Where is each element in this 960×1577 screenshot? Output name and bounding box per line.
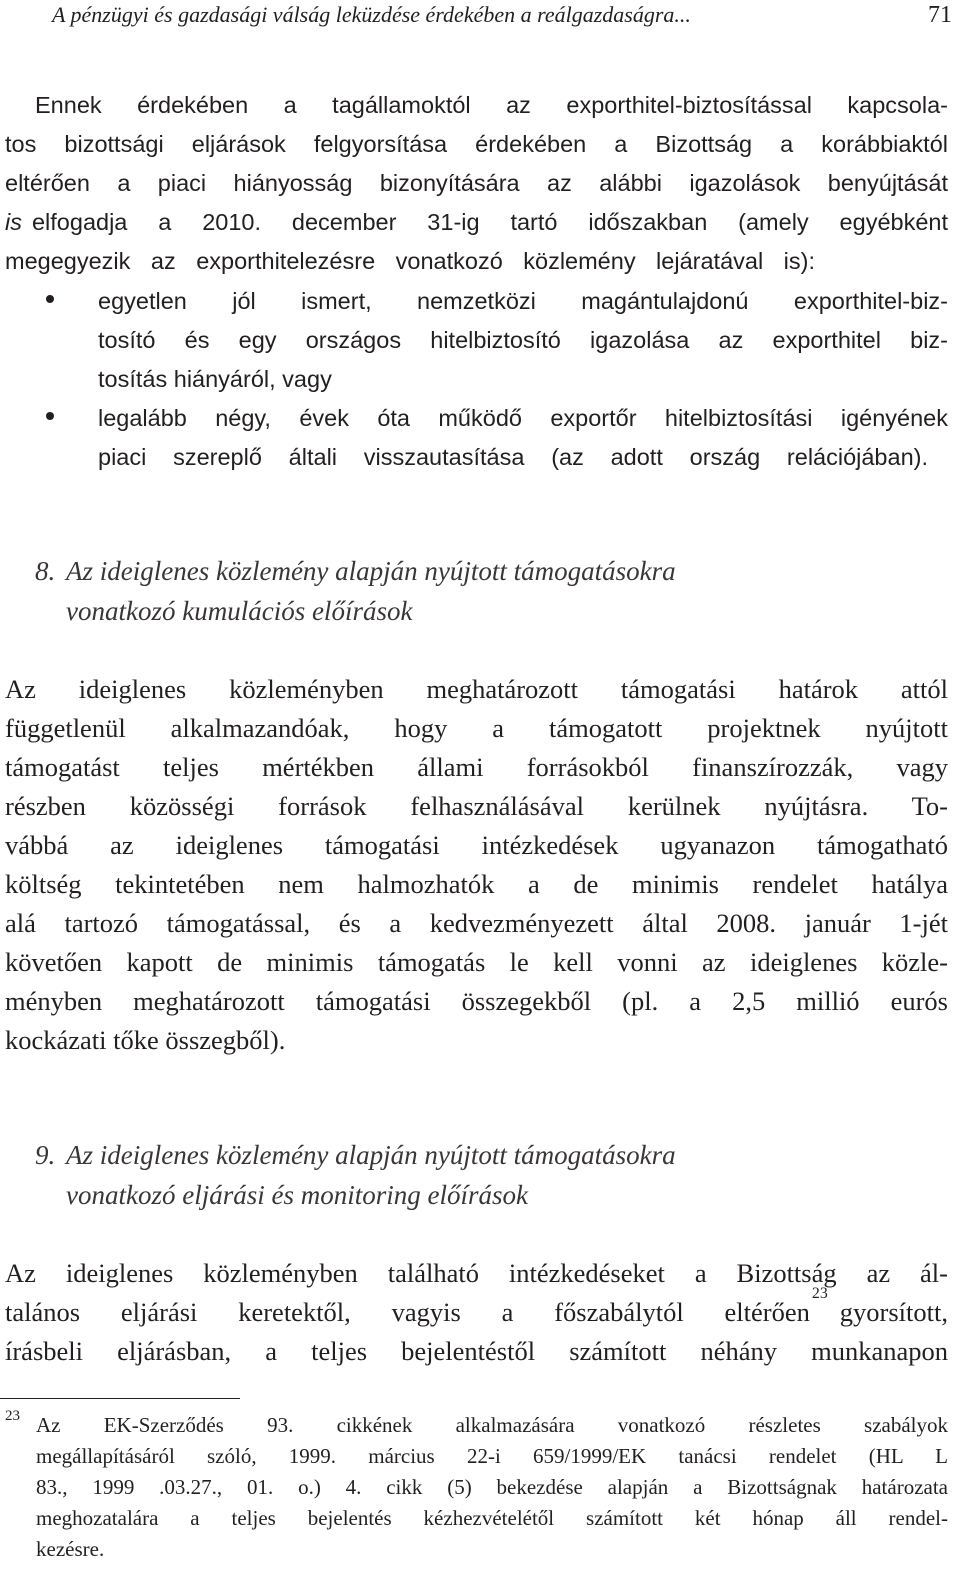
section-title: Az ideiglenes közlemény alapján nyújtott támogatásokra xyxy=(66,556,676,586)
text-line-rest: elfogadja a 2010. december 31-ig tartó időszakban (amely egyébként xyxy=(31,209,948,235)
text-line: alá tartozó támogatással, és a kedvezményezett által 2008. január 1-jét xyxy=(5,908,948,938)
footnote-line: Az EK-Szerződés 93. cikkének alkalmazására vonatkozó részletes szabályok xyxy=(36,1413,948,1437)
footnote-reference: 23 xyxy=(811,1285,828,1302)
text-line: költség tekintetében nem halmozhatók a de minimis rendelet hatálya xyxy=(5,869,948,899)
list-item-line: tosító és egy országos hitelbiztosító igazolása az exporthitel biz- xyxy=(98,327,948,353)
footnote-line: kezésre. xyxy=(36,1537,105,1561)
footnote-divider xyxy=(0,1398,240,1399)
text-line-part: gyorsított, xyxy=(839,1297,948,1327)
list-item-line: piaci szereplő általi visszautasítása (az adott ország relációjában). xyxy=(98,444,928,470)
text-line: kockázati tőke összegből). xyxy=(5,1025,286,1055)
section-number: 9. xyxy=(35,1140,56,1170)
text-line: Az ideiglenes közleményben található intézkedéseket a Bizottság az ál- xyxy=(5,1258,948,1288)
text-line-part: talános eljárási keretektől, vagyis a főszabálytól eltérően xyxy=(5,1297,810,1327)
list-item-line: legalább négy, évek óta működő exportőr hitelbiztosítási igényének xyxy=(98,405,948,431)
text-line: tos bizottsági eljárások felgyorsítása érdekében a Bizottság a korábbiaktól xyxy=(5,131,948,157)
running-title: A pénzügyi és gazdasági válság leküzdése érdekében a reálgazdaságra... xyxy=(52,2,691,27)
text-line: követően kapott de minimis támogatás le kell vonni az ideiglenes közle- xyxy=(5,947,948,977)
list-item-line: tosítás hiányáról, vagy xyxy=(98,366,332,392)
footnote-number: 23 xyxy=(5,1408,20,1424)
section-title: vonatkozó kumulációs előírások xyxy=(66,596,413,626)
page-number: 71 xyxy=(928,2,952,28)
running-header xyxy=(52,0,952,30)
text-line: írásbeli eljárásban, a teljes bejelentéstől számított néhány munkanapon xyxy=(5,1336,948,1366)
footnote-line: megállapításáról szóló, 1999. március 22-i 659/1999/EK tanácsi rendelet (HL L xyxy=(36,1444,948,1468)
section-title: vonatkozó eljárási és monitoring előírások xyxy=(66,1180,528,1210)
text-line xyxy=(5,1285,948,1330)
text-line: támogatást teljes mértékben állami forrásokból finanszírozzák, vagy xyxy=(5,752,948,782)
text-line: Az ideiglenes közleményben meghatározott támogatási határok attól xyxy=(5,674,948,704)
text-line: Ennek érdekében a tagállamoktól az exporthitel-biztosítással kapcsola- xyxy=(35,92,948,118)
bullet-icon xyxy=(46,412,54,420)
text-line: eltérően a piaci hiányosság bizonyítására az alábbi igazolások benyújtását xyxy=(5,170,948,196)
section-number: 8. xyxy=(35,556,56,586)
text-line: függetlenül alkalmazandóak, hogy a támogatott projektnek nyújtott xyxy=(5,713,948,743)
footnote-line: meghozatalára a teljes bejelentés kézhezvételétől számított két hónap áll rendel- xyxy=(36,1506,948,1530)
list-item-line: egyetlen jól ismert, nemzetközi magántulajdonú exporthitel-biz- xyxy=(98,288,948,314)
italic-word: is xyxy=(5,209,22,235)
section-title: Az ideiglenes közlemény alapján nyújtott támogatásokra xyxy=(66,1140,676,1170)
footnote-line: 83., 1999 .03.27., 01. o.) 4. cikk (5) bekezdése alapján a Bizottságnak határozata xyxy=(36,1475,948,1499)
bullet-icon xyxy=(46,295,54,303)
text-line: ményben meghatározott támogatási összegekből (pl. a 2,5 millió eurós xyxy=(5,986,948,1016)
text-line: részben közösségi források felhasználásával kerülnek nyújtásra. To- xyxy=(5,791,948,821)
text-line xyxy=(5,204,948,240)
text-line: megegyezik az exporthitelezésre vonatkozó közlemény lejáratával is): xyxy=(5,248,815,274)
text-line: vábbá az ideiglenes támogatási intézkedések ugyanazon támogatható xyxy=(5,830,948,860)
